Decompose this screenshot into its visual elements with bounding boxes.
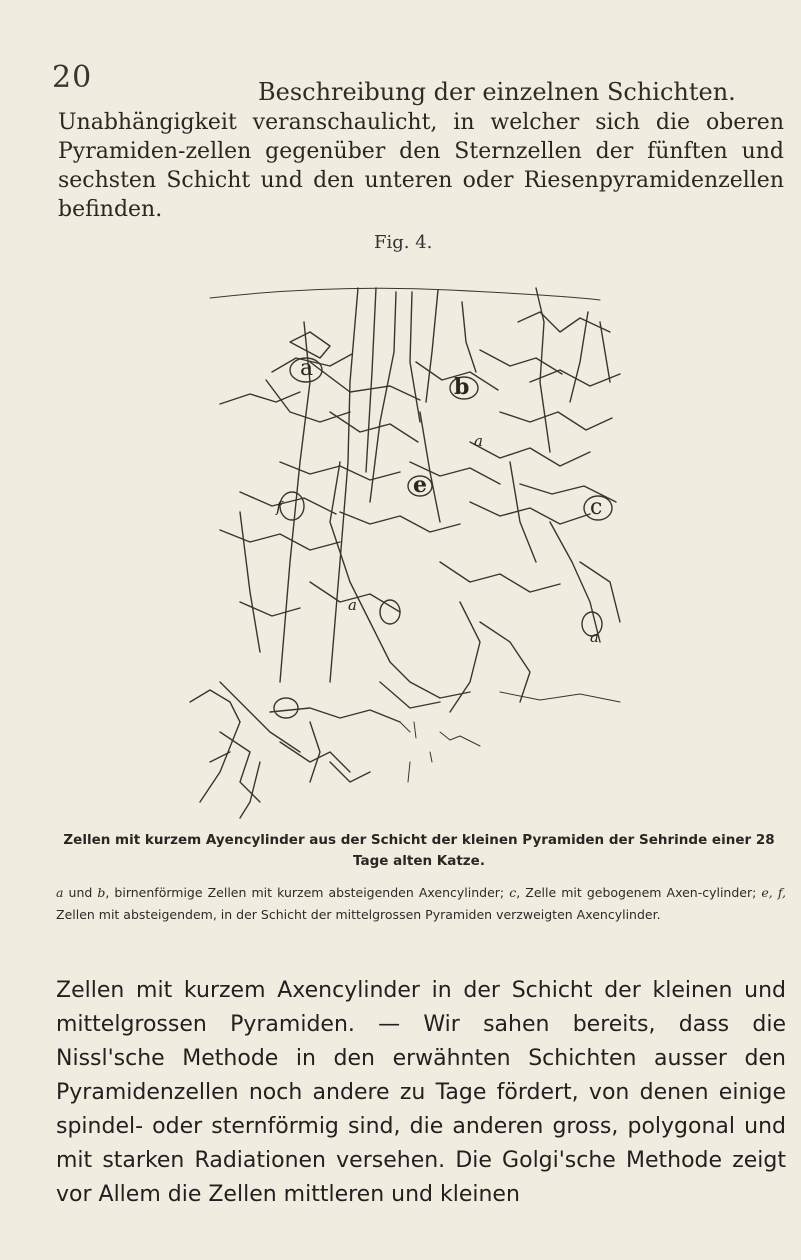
figure-letter-a-right: a <box>590 628 599 646</box>
neuron-illustration <box>180 262 640 822</box>
legend-label-a: a <box>56 885 64 900</box>
lower-right-fibers <box>400 692 620 782</box>
figure-letter-b: b <box>454 374 470 400</box>
figure-letter-a-top: a <box>300 356 314 381</box>
top-boundary-line <box>210 288 600 300</box>
page-number: 20 <box>52 60 93 95</box>
intro-paragraph: Unabhängigkeit veranschaulicht, in welcher sich die oberen Pyramiden-zellen gegenüber den Sternzellen der fünften und sechsten Schicht und den unteren oder Riesenpyramidenzellen befinden. <box>58 110 784 222</box>
lower-left-cluster <box>190 682 400 818</box>
figure-letter-f: f <box>276 498 282 516</box>
legend-label-ef: e, f, <box>761 885 786 900</box>
legend-text-3: Zellen mit absteigendem, in der Schicht der mittelgrossen Pyramiden verzweigten Axencylinder. <box>56 907 661 922</box>
section-paragraph <box>56 974 786 1212</box>
legend-text-1: , birnenförmige Zellen mit kurzem absteigenden Axencylinder; <box>105 885 510 900</box>
figure-letter-e: e <box>413 472 427 498</box>
figure-caption-title: Zellen mit kurzem Ayencylinder aus der Schicht der kleinen Pyramiden der Sehrinde einer 28 Tage alten Katze. <box>63 832 775 869</box>
legend-text-2: , Zelle mit gebogenem Axen-cylinder; <box>516 885 762 900</box>
running-head: Beschreibung der einzelnen Schichten. <box>258 78 736 106</box>
figure-neuron-drawing <box>180 262 640 822</box>
figure-legend <box>56 882 786 926</box>
section-heading: Zellen mit kurzem Axencylinder in der Schicht der kleinen und mittelgrossen Pyramiden. <box>56 978 786 1037</box>
figure-letter-a-left: a <box>348 596 357 614</box>
figure-letter-a-mid: a <box>474 432 483 450</box>
figure-letter-c: c <box>590 495 603 520</box>
legend-label-b: b <box>97 885 106 900</box>
cell-bodies <box>274 358 612 718</box>
section-body: — Wir sahen bereits, dass die Nissl'sche Methode in den erwähnten Schichten ausser den Pyramidenzellen noch andere zu Tage fördert, von denen einige spindel- oder sternförmig sind, die anderen gross, polygonal und mit starken Radiationen versehen. Die Golgi'sche Methode zeigt vor Allem die Zellen mittleren und kleinen <box>56 1012 786 1207</box>
legend-und: und <box>63 885 98 900</box>
figure-label: Fig. 4. <box>374 232 433 253</box>
legend-label-c: c <box>509 885 517 900</box>
